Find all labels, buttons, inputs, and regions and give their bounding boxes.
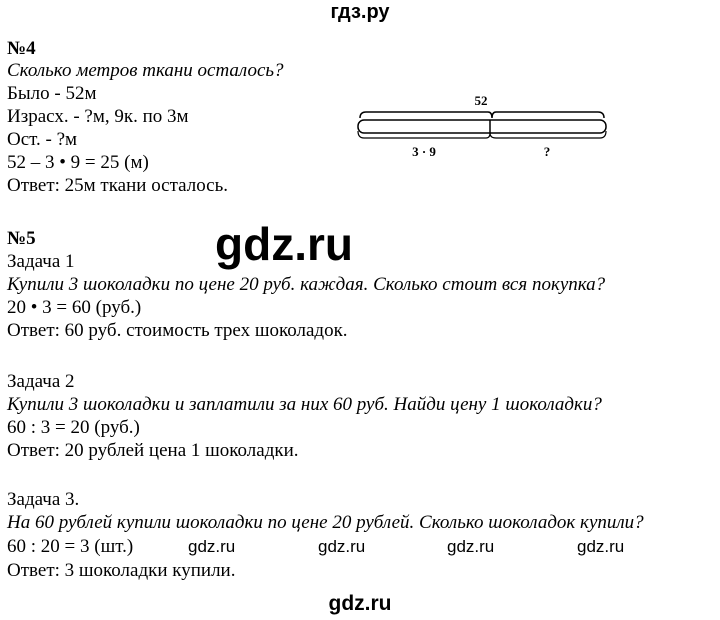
problem2-answer: Ответ: 20 рублей цена 1 шоколадки. [7,440,299,461]
problem1-answer: Ответ: 60 руб. стоимость трех шоколадок. [7,320,348,341]
segment-diagram [350,90,620,165]
task4-given-line: Было - 52м [7,83,97,104]
task4-question: Сколько метров ткани осталось? [7,60,284,81]
watermark-small: gdz.ru [447,537,495,556]
task4-solution: 52 – 3 • 9 = 25 (м) [7,152,149,173]
task4-number: №4 [7,38,36,59]
watermark-small: gdz.ru [577,537,625,556]
diagram-left-brace [358,131,490,138]
task5-number: №5 [7,228,36,249]
problem3-title: Задача 3. [7,489,80,510]
problem1-solution: 20 • 3 = 60 (руб.) [7,297,142,318]
problem2-solution: 60 : 3 = 20 (руб.) [7,417,140,438]
problem1-title: Задача 1 [7,251,75,272]
diagram-total-label: 52 [474,93,488,108]
task4-spent-line: Израсх. - ?м, 9к. по 3м [7,106,189,127]
site-header: гдз.ру [330,1,390,23]
problem2-title: Задача 2 [7,371,75,392]
task4-answer: Ответ: 25м ткани осталось. [7,175,229,196]
diagram-right-brace [490,131,606,138]
problem2-question: Купили 3 шоколадки и заплатили за них 60 руб. Найди цену 1 шоколадки? [7,394,602,415]
diagram-top-brace [360,112,604,118]
problem3-solution: 60 : 20 = 3 (шт.) [7,536,134,557]
watermark-small: gdz.ru [188,537,236,556]
task4-left-line: Ост. - ?м [7,129,78,150]
watermark-small: gdz.ru [318,537,366,556]
diagram-left-label: 3 · 9 [412,144,436,159]
diagram-right-label: ? [543,144,551,159]
problem1-question: Купили 3 шоколадки по цене 20 руб. каждая. Сколько стоит вся покупка? [7,274,606,295]
watermark-large: gdz.ru [215,218,353,270]
problem3-question: На 60 рублей купили шоколадки по цене 20 рублей. Сколько шоколадок купили? [7,512,644,533]
watermark-bottom: gdz.ru [328,592,392,615]
diagram-segment-bar [358,120,606,133]
problem3-answer: Ответ: 3 шоколадки купили. [7,560,236,581]
